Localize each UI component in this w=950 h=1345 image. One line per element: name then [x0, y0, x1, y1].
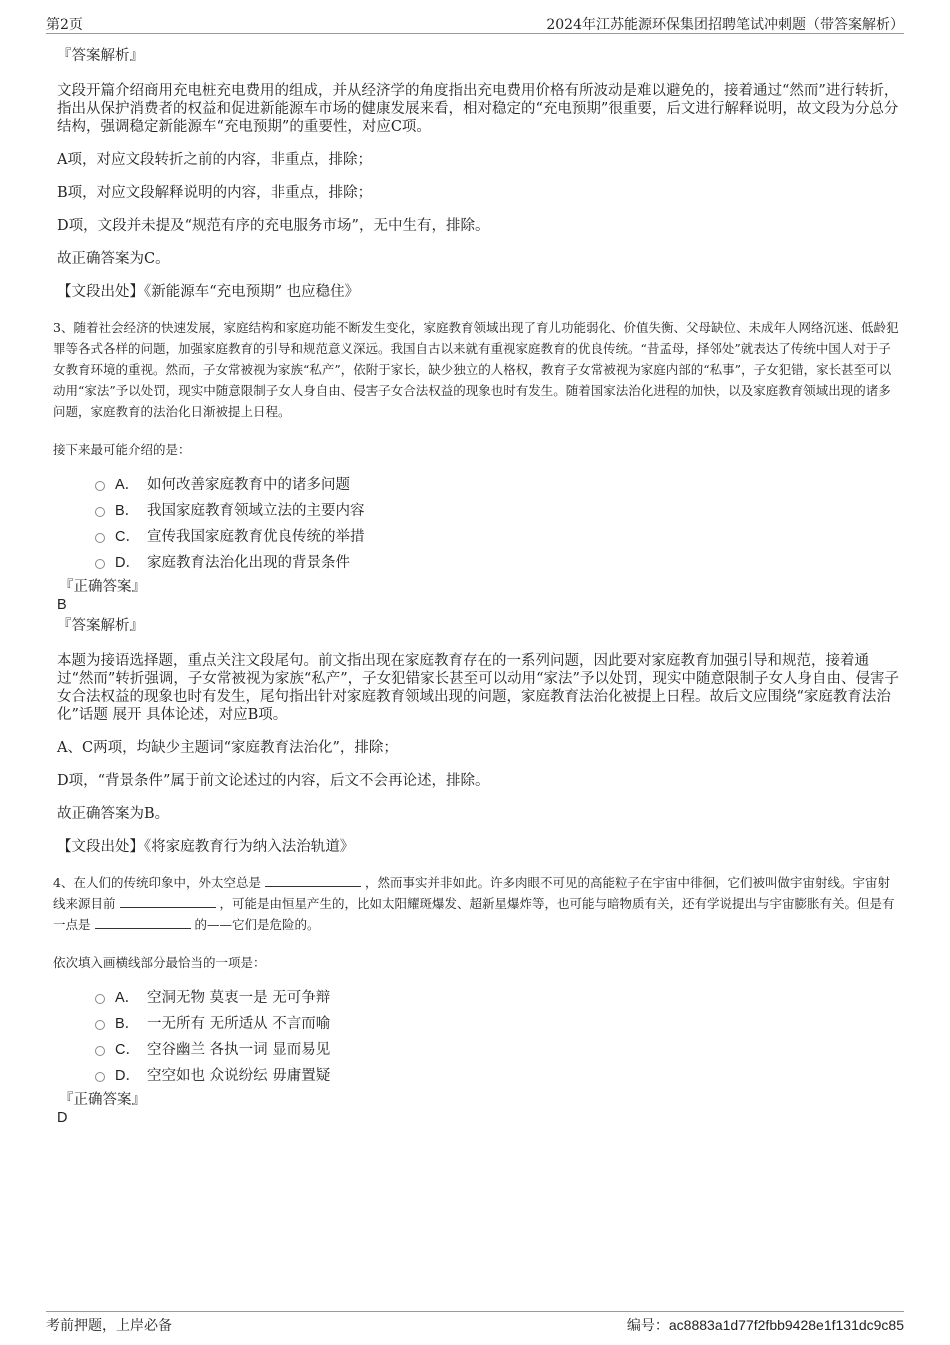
question-3-stem: 3、随着社会经济的快速发展，家庭结构和家庭功能不断发生变化，家庭教育领域出现了育儿功能弱化、价值失衡、父母缺位、未成年人网络沉迷、低龄犯罪等各式各样的问题，加强家庭教育的引导和规范意义深远。我国自古以来就有重视家庭教育的优良传统。“昔孟母，择邻处”就表达了传统中国人对于子女教育环境的重视。然而，子女常被视为家族“私产”，依附于家长，缺少独立的人格权，教育子女常被视为家庭内部的“私事”，子女犯错，家长甚至可以动用“家法”予以处罚，现实中随意限制子女人身自由、侵害子女合法权益的现象也时有发生。随着国家法治化进程的加快，以及家庭教育领域出现的诸多问题，家庭教育的法治化日渐被提上日程。: [53, 320, 899, 419]
analysis-paragraph: A项，对应文段转折之前的内容，非重点，排除；: [57, 152, 372, 168]
fill-blank: [95, 917, 191, 929]
page-content: [53, 47, 905, 1130]
option-text: 宣传我国家庭教育优良传统的举措: [147, 528, 365, 545]
option-text: 家庭教育法治化出现的背景条件: [147, 554, 350, 571]
stem-text: 4、在人们的传统印象中，外太空总是: [53, 875, 261, 890]
option-letter: B．: [115, 1015, 140, 1032]
analysis-paragraph: A、C两项，均缺少主题词“家庭教育法治化”，排除；: [57, 740, 398, 756]
option-text: 如何改善家庭教育中的诸多问题: [147, 476, 350, 493]
radio-button-icon[interactable]: [95, 994, 105, 1004]
stem-text: 的——它们是危险的。: [194, 917, 320, 932]
source-citation: 【文段出处】《将家庭教育行为纳入法治轨道》: [57, 839, 355, 855]
analysis-paragraph: 文段开篇介绍商用充电桩充电费用的组成，并从经济学的角度指出充电费用价格有所波动是难以避免的，接着通过“然而”进行转折，指出从保护消费者的权益和促进新能源车市场的健康发展来看，相对稳定的“充电预期”很重要，后文进行解释说明，故文段为分总分结构，强调稳定新能源车“充电预期”的重要性，对应C项。: [57, 83, 899, 135]
question-3-options: [95, 470, 905, 574]
fill-blank: [265, 875, 361, 887]
option-d[interactable]: [95, 1061, 905, 1087]
analysis-paragraph: 故正确答案为B。: [57, 806, 170, 822]
option-letter: C．: [115, 1041, 140, 1058]
radio-button-icon[interactable]: [95, 507, 105, 517]
option-letter: D．: [115, 1067, 140, 1084]
option-text: 空空如也 众说纷纭 毋庸置疑: [147, 1067, 331, 1084]
analysis-paragraph: 故正确答案为C。: [57, 251, 170, 267]
source-citation: 【文段出处】《新能源车“充电预期” 也应稳住》: [57, 284, 360, 300]
option-a[interactable]: [95, 983, 905, 1009]
document-title: 2024年江苏能源环保集团招聘笔试冲刺题（带答案解析）: [546, 17, 904, 33]
code-value: ac8883a1d77f2fbb9428e1f131dc9c85: [668, 1317, 904, 1333]
page-number: 第2页: [46, 17, 83, 33]
question-4-options: [95, 983, 905, 1087]
option-letter: B．: [115, 502, 140, 519]
page-footer: [46, 1311, 904, 1335]
correct-answer-value: B: [57, 597, 67, 613]
option-text: 空谷幽兰 各执一词 显而易见: [147, 1041, 331, 1058]
correct-answer-label: 『正确答案』: [59, 1092, 146, 1108]
document-code: [627, 1315, 904, 1335]
analysis-paragraph: B项，对应文段解释说明的内容，非重点，排除；: [57, 185, 373, 201]
option-letter: A．: [115, 989, 140, 1006]
stem-text: ，然而事实并非如此。许多肉眼不可见的高能粒子在宇宙中徘徊，它们被叫做宇宙射线。宇宙射线来源目前: [53, 875, 890, 911]
stem-text: ，可能是由恒星产生的，比如太阳耀斑爆发、超新星爆炸等，也可能与暗物质有关，还有学说提出与宇宙膨胀有关。但是有一点是: [53, 896, 895, 932]
correct-answer-label: 『正确答案』: [59, 579, 146, 595]
option-text: 一无所有 无所适从 不言而喻: [147, 1015, 331, 1032]
radio-button-icon[interactable]: [95, 1046, 105, 1056]
analysis-paragraph: D项，“背景条件”属于前文论述过的内容，后文不会再论述，排除。: [57, 773, 490, 789]
footer-slogan: 考前押题，上岸必备: [46, 1318, 172, 1334]
radio-button-icon[interactable]: [95, 559, 105, 569]
option-letter: A．: [115, 476, 140, 493]
question-4-stem: [53, 872, 901, 935]
option-letter: D．: [115, 554, 140, 571]
analysis-paragraph: 本题为接语选择题，重点关注文段尾句。前文指出现在家庭教育存在的一系列问题，因此要对家庭教育加强引导和规范，接着通过“然而”转折强调，子女常被视为家族“私产”，子女犯错家长甚至可以动用“家法”予以处罚，现实中随意限制子女人身自由、侵害子女合法权益的现象也时有发生，尾句指出针对家庭教育领域出现的问题，家庭教育法治化被提上日程。故后文应围绕“家庭教育法治化”话题 展开 具体论述，对应B项。: [57, 653, 899, 723]
radio-button-icon[interactable]: [95, 533, 105, 543]
option-a[interactable]: [95, 470, 905, 496]
option-text: 空洞无物 莫衷一是 无可争辩: [147, 989, 331, 1006]
code-label: 编号：: [626, 1318, 669, 1334]
question-3-prompt: 接下来最可能介绍的是：: [53, 442, 191, 457]
radio-button-icon[interactable]: [95, 1020, 105, 1030]
correct-answer-value: D: [57, 1110, 68, 1126]
analysis-label: 『答案解析』: [57, 48, 144, 64]
option-text: 我国家庭教育领域立法的主要内容: [147, 502, 365, 519]
option-c[interactable]: [95, 522, 905, 548]
analysis-label: 『答案解析』: [57, 618, 144, 634]
fill-blank: [120, 896, 216, 908]
radio-button-icon[interactable]: [95, 1072, 105, 1082]
page-header: [46, 14, 904, 34]
radio-button-icon[interactable]: [95, 481, 105, 491]
option-letter: C．: [115, 528, 140, 545]
option-d[interactable]: [95, 548, 905, 574]
analysis-paragraph: D项，文段并未提及“规范有序的充电服务市场”，无中生有，排除。: [57, 218, 490, 234]
option-b[interactable]: [95, 496, 905, 522]
option-c[interactable]: [95, 1035, 905, 1061]
question-4-prompt: 依次填入画横线部分最恰当的一项是：: [53, 955, 266, 970]
option-b[interactable]: [95, 1009, 905, 1035]
